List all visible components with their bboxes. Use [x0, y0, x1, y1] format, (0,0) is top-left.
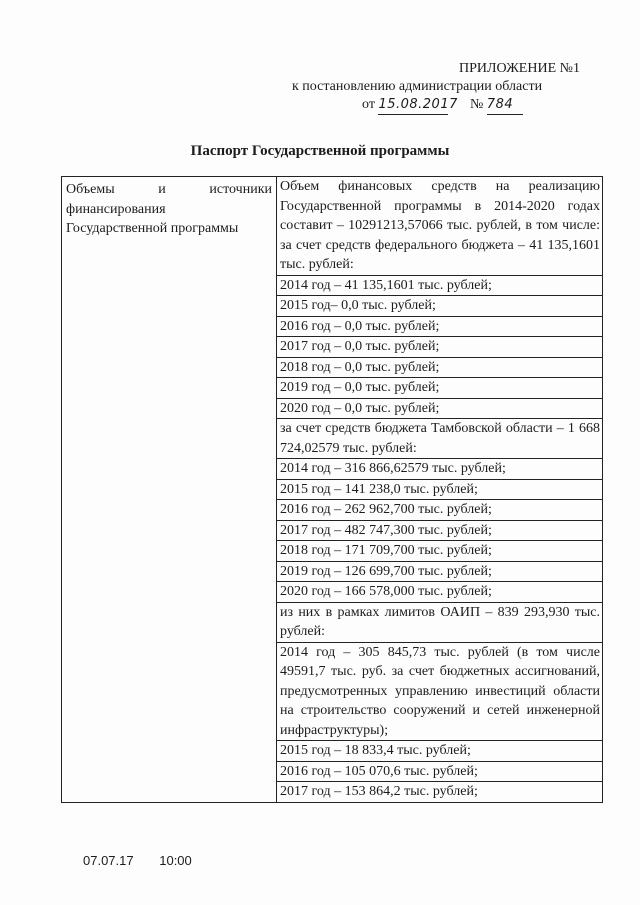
federal-year-row: 2014 год – 41 135,1601 тыс. рублей;: [277, 276, 602, 297]
funding-intro: Объем финансовых средств на реализацию Государственной программы в 2014-2020 годах составит – 10291213,57066 тыс. рублей, в том числе: за счет средств федерального бюджета – 41 135,1601 тыс. рублей:: [277, 177, 602, 276]
label-line-3: Государственной программы: [66, 221, 239, 236]
label-line-1: Объемы и источники: [66, 182, 272, 197]
page-title: Паспорт Государственной программы: [190, 143, 450, 159]
label-cell: [62, 177, 277, 803]
handwritten-number: 784: [487, 96, 523, 115]
federal-year-row: 2019 год – 0,0 тыс. рублей;: [277, 378, 602, 399]
regional-year-row: 2017 год – 482 747,300 тыс. рублей;: [277, 521, 602, 542]
date-prefix: от: [362, 97, 375, 112]
resolution-line: к постановлению администрации области: [292, 79, 543, 94]
regional-intro: за счет средств бюджета Тамбовской области – 1 668 724,02579 тыс. рублей:: [277, 419, 602, 459]
oaip-intro: из них в рамках лимитов ОАИП – 839 293,930 тыс. рублей:: [277, 603, 602, 643]
label-line-2: финансирования: [66, 201, 166, 217]
passport-table: [61, 176, 603, 803]
regional-year-row: 2014 год – 316 866,62579 тыс. рублей;: [277, 459, 602, 480]
regional-year-row: 2020 год – 166 578,000 тыс. рублей;: [277, 582, 602, 603]
document-header: [292, 60, 592, 115]
federal-year-row: 2020 год – 0,0 тыс. рублей;: [277, 399, 602, 420]
value-cell: [277, 177, 603, 803]
handwritten-date: 15.08.2017: [378, 96, 448, 115]
appendix-title: ПРИЛОЖЕНИЕ №1: [459, 61, 580, 76]
print-timestamp: [83, 853, 214, 868]
print-time: 10:00: [159, 853, 192, 868]
number-prefix: №: [469, 97, 484, 112]
federal-year-row: 2016 год – 0,0 тыс. рублей;: [277, 317, 602, 338]
federal-year-row: 2018 год – 0,0 тыс. рублей;: [277, 358, 602, 379]
regional-year-row: 2015 год – 141 238,0 тыс. рублей;: [277, 480, 602, 501]
federal-year-row: 2015 год– 0,0 тыс. рублей;: [277, 296, 602, 317]
federal-year-row: 2017 год – 0,0 тыс. рублей;: [277, 337, 602, 358]
oaip-year-row: 2015 год – 18 833,4 тыс. рублей;: [277, 741, 602, 762]
regional-year-row: 2016 год – 262 962,700 тыс. рублей;: [277, 500, 602, 521]
oaip-2014-row: 2014 год – 305 845,73 тыс. рублей (в том числе 49591,7 тыс. руб. за счет бюджетных ассигнований, предусмотренных управлению инвестиций области на строительство сооружений и сетей инженерной инфраструктуры);: [277, 643, 602, 742]
print-date: 07.07.17: [83, 853, 134, 868]
regional-year-row: 2018 год – 171 709,700 тыс. рублей;: [277, 541, 602, 562]
oaip-year-row: 2016 год – 105 070,6 тыс. рублей;: [277, 762, 602, 783]
date-number-line: [292, 96, 592, 115]
oaip-year-row: 2017 год – 153 864,2 тыс. рублей;: [280, 784, 478, 799]
regional-year-row: 2019 год – 126 699,700 тыс. рублей;: [277, 562, 602, 583]
table-row: [62, 177, 603, 803]
